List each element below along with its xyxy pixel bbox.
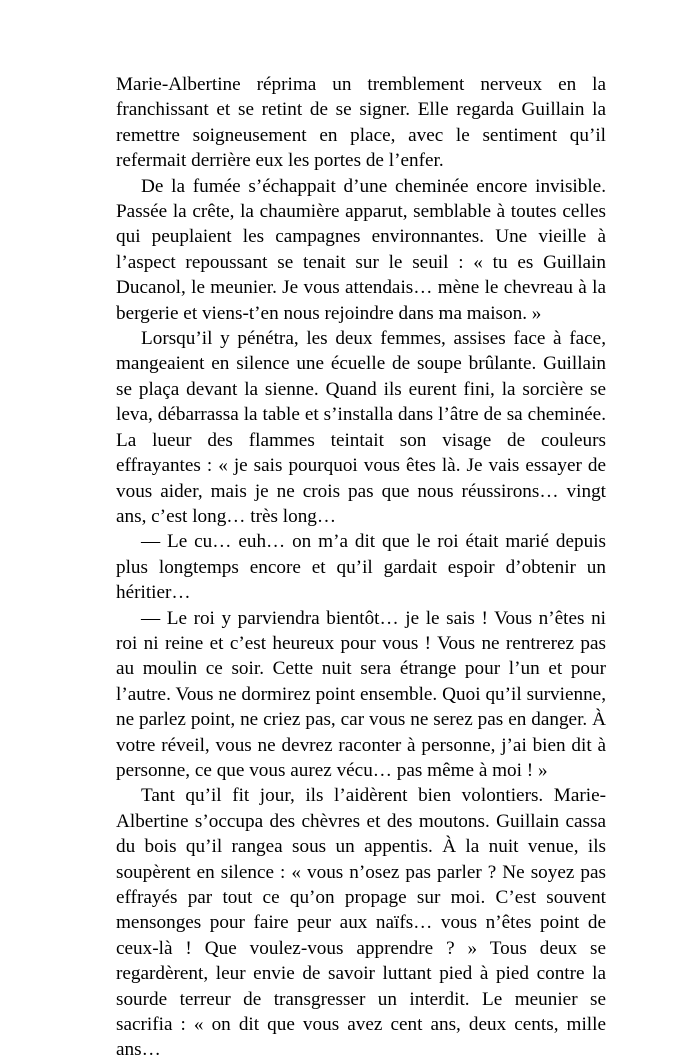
paragraph-5-dialogue: — Le roi y parviendra bientôt… je le sais ! Vous n’êtes ni roi ni reine et c’est heureux pour vous ! Vous ne rentrerez pas au moulin ce soir. Cette nuit sera étrange pour l’un et pour l’autre. Vous ne dormirez point ensemble. Quoi qu’il survienne, ne parlez point, ne criez pas, car vous ne serez pas en danger. À votre réveil, vous ne devrez raconter à personne, j’ai bien dit à personne, ce que vous aurez vécu… pas même à moi ! »	[116, 607, 606, 781]
paragraph-2: De la fumée s’échappait d’une cheminée encore invisible. Passée la crête, la chaumière apparut, semblable à toutes celles qui peuplaient les campagnes environnantes. Une vieille à l’aspect repoussant se tenait sur le seuil : « tu es Guillain Ducanol, le meunier. Je vous attendais… mène le chevreau à la bergerie et viens-t’en nous rejoindre dans ma maison. »	[116, 175, 606, 324]
paragraph-1: Marie-Albertine réprima un tremblement nerveux en la franchissant et se retint de se signer. Elle regarda Guillain la remettre soigneusement en place, avec le sentiment qu’il refermait derrière eux les portes de l’enfer.	[116, 74, 606, 172]
paragraph-6: Tant qu’il fit jour, ils l’aidèrent bien volontiers. Marie-Albertine s’occupa des chèvres et des moutons. Guillain cassa du bois qu’il rangea sous un appentis. À la nuit venue, ils soupèrent en silence : « vous n’osez pas parler ? Ne soyez pas effrayés par tout ce qu’on propage sur moi. C’est souvent mensonges pour faire peur aux naïfs… vous n’êtes point de ceux-là ! Que voulez-vous apprendre ? » Tous deux se regardèrent, leur envie de savoir luttant pied à pied contre la sourde terreur de transgresser un interdit. Le meunier se sacrifia : « on dit que vous avez cent ans, deux cents, mille ans…	[116, 785, 606, 1061]
book-page	[116, 72, 606, 1063]
paragraph-4-dialogue: — Le cu… euh… on m’a dit que le roi était marié depuis plus longtemps encore et qu’il gardait espoir d’obtenir un héritier…	[116, 531, 606, 604]
paragraph-3: Lorsqu’il y pénétra, les deux femmes, assises face à face, mangeaient en silence une écuelle de soupe brûlante. Guillain se plaça devant la sienne. Quand ils eurent fini, la sorcière se leva, débarrassa la table et s’installa dans l’âtre de sa cheminée. La lueur des flammes teintait son visage de couleurs effrayantes : « je sais pourquoi vous êtes là. Je vais essayer de vous aider, mais je ne crois pas que nous réussirons… vingt ans, c’est long… très long…	[116, 328, 606, 527]
